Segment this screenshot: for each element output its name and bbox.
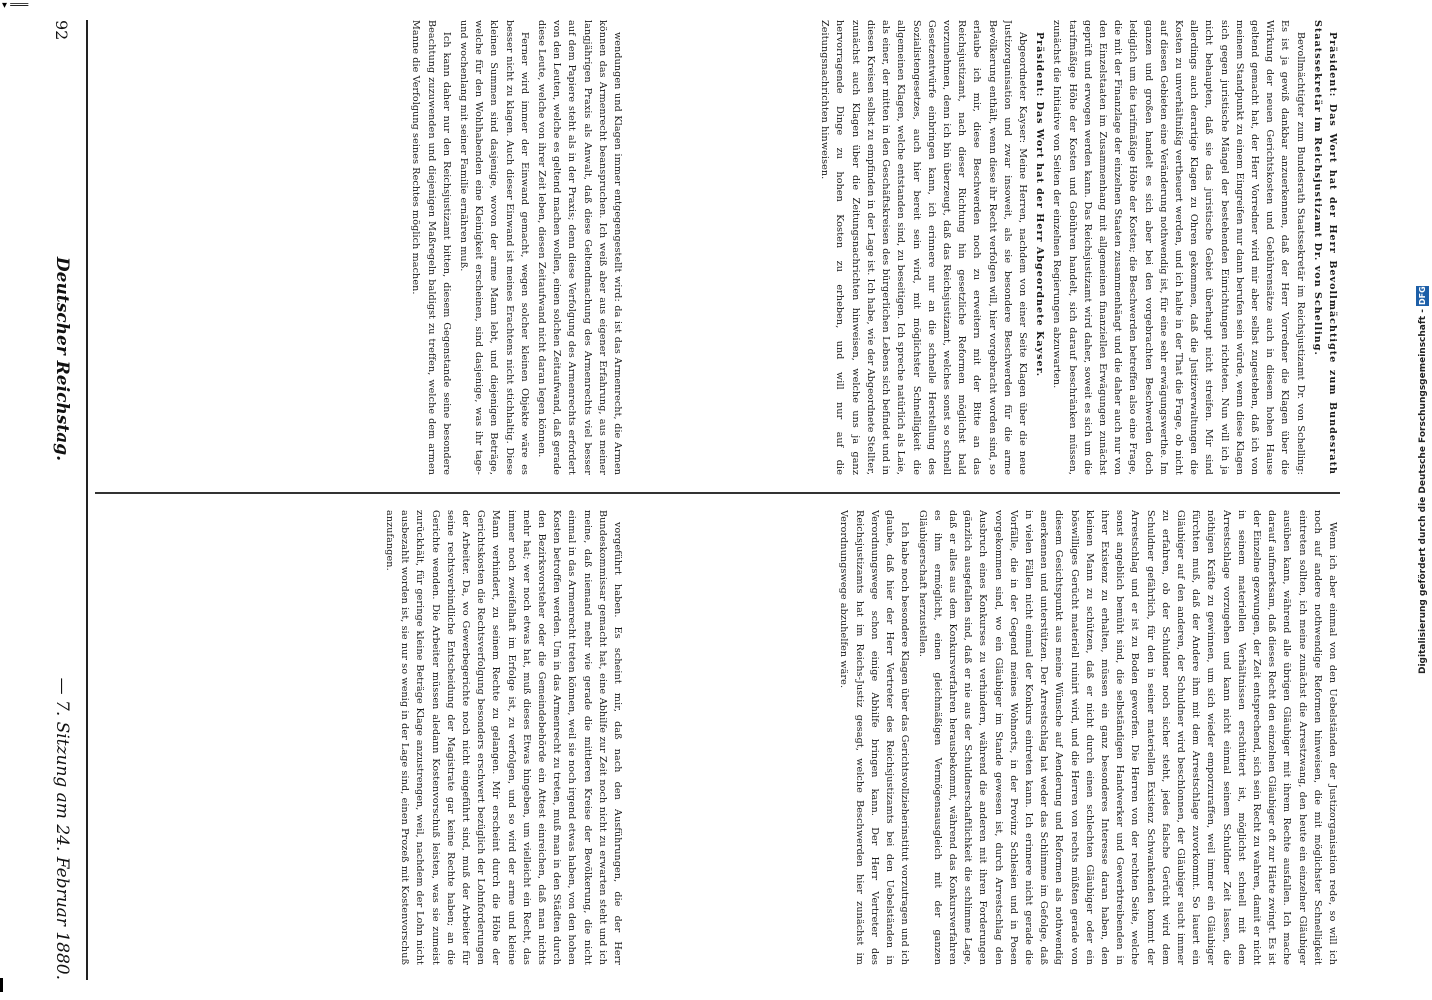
paragraph: Ich kann daher nur den Reichsjustizamt bitten, diesem Gegenstande seine besondere Beachtung zuzuwenden und diejenigen Maßregeln baldigst zu treffen, welche dem armen Manne die Verfolgung seines Rechtes möglich machen.: [410, 20, 452, 475]
paragraph: Bevollmächtigter zum Bundesrath Staatssekretär im Reichsjustizamt Dr. von Schelling: Es ist ja gewiß dankbar anzuerkennen, daß der Herr Vorredner die Klagen über die Wirkung der neuen Gerichtskosten und Gebührensätze auch in diesem hohen Hause geltend gemacht hat, der Herr Vorredner wird mir aber selbst zugestehen, daß ich von meinem Standpunkt zu einem Eingreifen nur dann berufen sein würde, wenn diese Klagen sich gegen juristische Mängel der bestehenden Einrichtungen richteten. Nun will ich ja nicht behaupten, daß sie das juristische Gebiet überhaupt nicht streifen. Mir sind allerdings auch derartige Klagen zu Ohren gekommen, daß die Justizverwaltungen die Kosten zu unverhältnißig vertheuert werden, und ich halte in der That die Frage, ob nicht auf diesen Gebieten eine Veränderung nothwendig ist, für eine sehr erwägungswerthe. Im ganzen und großen handelt es sich aber bei den vorgebrachten Beschwerden doch lediglich um die tarifmäßige Höhe der Kosten; die Beschwerden betreffen also eine Frage, die mit der Finanzlage der einzelnen Staaten zusammenhängt und die daher auch nur von den Einzelstaaten im Zusammenhang mit allgemeinen finanziellen Erwägungen zunächst geprüft und erwogen werden kann. Das Reichsjustizamt wird daher, soweit es sich um die tarifmäßige Höhe der Kosten und Gebühren handelt, sich darauf beschränken müssen, zunächst die Initiative von Seiten der einzelnen Regierungen abzuwarten.: [1051, 20, 1306, 475]
paragraph: Ferner wird immer der Einwand gemacht, wegen solcher kleinen Objekte wäre es besser nicht zu klagen. Auch dieser Einwand ist meines Erachtens nicht stichhaltig. Diese kleinen Summen sind dasjenige, wovon der arme Mann lebt, und diejenigen Beträge, welche für den Wohlhabenden eine Kleinigkeit erscheinen, sind dasjenige, was ihr tage- und wochenlang mit seiner Familie ernähren muß.: [457, 20, 530, 475]
column-divider: [95, 492, 1340, 494]
scan-corner-mark: ▾ ═══: [2, 0, 29, 11]
page-header: [42, 20, 82, 980]
credit-text: Digitalisierung gefördert durch die Deutsche Forschungsgemeinschaft -: [1418, 309, 1428, 675]
page-number: 92: [52, 20, 72, 41]
journal-title: Deutscher Reichstag.: [52, 256, 72, 462]
paragraph: vorgeführt haben. Es scheint mir, daß nach den Ausführungen, die der Herr Bundeskommissar gemacht hat, eine Abhilfe zur Zeit noch nicht zu erwarten steht und ich meine, daß niemand mehr wie gerade die mittleren Kreise der Bevölkerung, die nicht einmal in das Armenrecht treten können, weil sie noch irgend etwas haben, von den hohen Kosten betroffen werden. Um in das Armenrecht zu treten, muß man in den Städten durch den Bezirksvorsteher oder die Gemeindebehörde ein Attest einreichen, daß man nichts mehr hat; wer noch etwas hat, muß dieses Etwas hingeben, um vielleicht ein Recht, das immer noch zweifelhaft im Erfolge ist, zu verfolgen, und so wird der arme und kleine Mann verhindert, zu seinem Rechte zu gelangen. Mir erscheint durch die Höhe der Gerichtskosten die Rechtsverfolgung besonders erschwert bezüglich der Lohnforderungen der Arbeiter. Da, wo Gewerbegerichte noch nicht eingeführt sind, muß der Arbeiter für seine rechtsverbindliche Entscheidung der Magistrate gar keine Rechte haben; an die Gerichte wenden. Die Arbeiter müssen aledann Kostenvorschuß leisten, was sie zumeist zurückhält, für geringe kleine Beträge Klage anzustrengen, weil, nachdem der Lohn nicht ausbezahlt worden ist, sie nur so wenig in der Lage sind, einen Prozeß mit Kostenvorschuß anzufangen.: [383, 510, 623, 965]
right-column-bottom: [640, 510, 1340, 965]
dfg-logo: DFG: [1418, 286, 1427, 306]
left-column-bottom: [640, 20, 1340, 475]
right-column-top: [95, 510, 625, 965]
paragraph-speaker: Präsident: Das Wort hat der Herr Bevollmächtigte zum Bundesrath Staatssekretär im Reichsjustizamt Dr. von Schelling.: [1311, 20, 1338, 475]
left-column-top: [95, 20, 625, 475]
paragraph: Wenn ich aber einmal von den Uebelständen der Justizorganisation rede, so will ich noch auf andere nothwendige Reformen hinweisen, die mit möglichster Schnelligkeit eintreten sollten, ich meine zunächst die Arrestzwang, den heute ein einzelner Gläubiger ausüben kann, während alle übrigen Gläubiger mit ihrem Rechte ausfallen. Ich mache darauf aufmerksam, daß dieses Recht den einzelnen Gläubiger oft zur Härte zwingt. Es ist der Einzelne gezwungen, der Zeit entsprechend, sich sein Recht zu wahren, damit er nicht in seinem materiellen Verhältnissen erschüttert ist, möglichst schnell mit dem Arrestschlage vorzugehen und kann nicht einmal seinem Schuldner Zeit lassen, die nöthigen Kräfte zu gewinnen, um sich wieder emporzuraffen, weil immer ein Gläubiger fürchten muß, daß der Andere ihm mit dem Arrestschlage zuvorkommt. So lauert ein Gläubiger auf den anderen, der Schuldner wird beschlonnen, der Gläubiger sucht immer zu erfahren, ob der Schuldner noch sicher steht, jedes falsche Gerücht wird dem Schuldner gefährlich, für den in seiner materiellen Existenz Schwankenden kommt der Arrestschlag und er ist zu Boden geworfen. Die Herren von der rechten Seite, welche sonst angeblich bemüht sind, die selbständigen Handwerker und Gewerbtreibenden in ihrer Existenz zu erhalten, müssen ein ganz besonderes Interesse daran haben, den kleinen Mann zu schützen, daß er nicht durch einen schlechten Gläubiger oder ein böswilliges Gerücht materiell ruinirt wird, und die Herren von rechts müßten gerade von diesem Gesichtspunkt aus meine Wünsche auf Aenderung und Reformen als nothwendig anerkennen und unterstützen. Der Arrestschlag hat weder das Schlimme im Gefolge, daß in vielen Fällen nicht einmal der Konkurs eintreten kann. Ich erinnere nicht gerade die Vorfälle, die in der Gegend meines Wohnorts, in der Provinz Schlesien und in Posen vorgekommen sind, wo ein Gläubiger im Stande gewesen ist, durch Arrestschlag den Ausbruch eines Konkurses zu verhindern, während die anderen mit ihren Forderungen gänzlich ausgefallen sind, daß er nie aus der Schuldnerschaftlichkeit die schlimme Lage, daß er alles aus dem Konkursverfahren herausbekommt, während das Konkursverfahren es ihm ermöglicht, einen gleichmäßigen Vermögensausgleich mit der ganzen Gläubigerschaft herzustellen.: [916, 510, 1338, 965]
session-title: — 7. Sitzung am 24. Februar 1880.: [52, 677, 72, 980]
digitization-credit: [1416, 40, 1428, 920]
paragraph: wendungen und Klagen immer entgegengestellt wird: da ist das Armenrecht, die Armen können das Armenrecht beanspruchen. Ich weiß aber aus eigener Erfahrung, aus meiner langjährigen Praxis als Anwalt, daß diese Geltendmachung des Armenrechts viel besser auf dem Papiere steht als in der Praxis; denn diese Verfolgung des Armenrechts erfordert von den Leuten, welche es geltend machen wollen, einen solchen Zeitaufwand, daß gerade diese Leute, welche von ihrer Zeit leben, diesen Zeitaufwand nicht daran legen können.: [535, 20, 623, 475]
paragraph: Abgeordneter Kayser: Meine Herren, nachdem von einer Seite Klagen über die neue Justizorganisation und zwar insoweit, als sie besondere Beschwerden für die arme Bevölkerung enthält, wenn diese ihr Recht verfolgen will, hier vorgebracht worden sind, so erlaube ich mir, diese Beschwerden noch zu erweitern mit der Bitte an das Reichsjustizamt, nach dieser Richtung hin gesetzliche Reformen möglichst bald vorzunehmen, denn ich bin überzeugt, daß das Reichsjustizamt, welches sonst so schnell Gesetzentwürfe einbringen kann, ich erinnere nur an die schnelle Herstellung des Sozialistengesetzes, auch hier bereit sein wird, mit möglichster Schnelligkeit die allgemeinen Klagen, welche entstanden sind, zu beseitigen. Ich spreche natürlich als Laie, als einer, der mitten in den Geschäftskreisen des bürgerlichen Lebens sich befindet und in diesen Kreisen selbst zu empfinden in der Lage ist. Ich habe, wie der Abgeordnete Stellter, zunächst auch Klagen über die Zeitungsnachrichten hinweisen, welche uns ja ganz hervorragende Dinge zu hohen Kosten zu erheben, und will nur auf die Zeitungsnachrichten hinweisen.: [819, 20, 1028, 475]
header-rule: [86, 20, 88, 980]
paragraph-speaker: Präsident: Das Wort hat der Herr Abgeordnete Kayser.: [1034, 32, 1046, 378]
paragraph: Ich habe noch besondere Klagen über das Gerichtsvollzieherinstitut vorzutragen und ich glaube, daß hier der Herr Vertreter des Reichsjustizamts bei den Uebelständen in Verordnungswege schon einige Abhilfe bringen kann. Der Herr Vertreter des Reichsjustizamts hat im Reichs-Justiz gesagt, welche Beschwerden hier zunächst im Verordnungswege abzuhelfen wäre.: [838, 510, 911, 965]
